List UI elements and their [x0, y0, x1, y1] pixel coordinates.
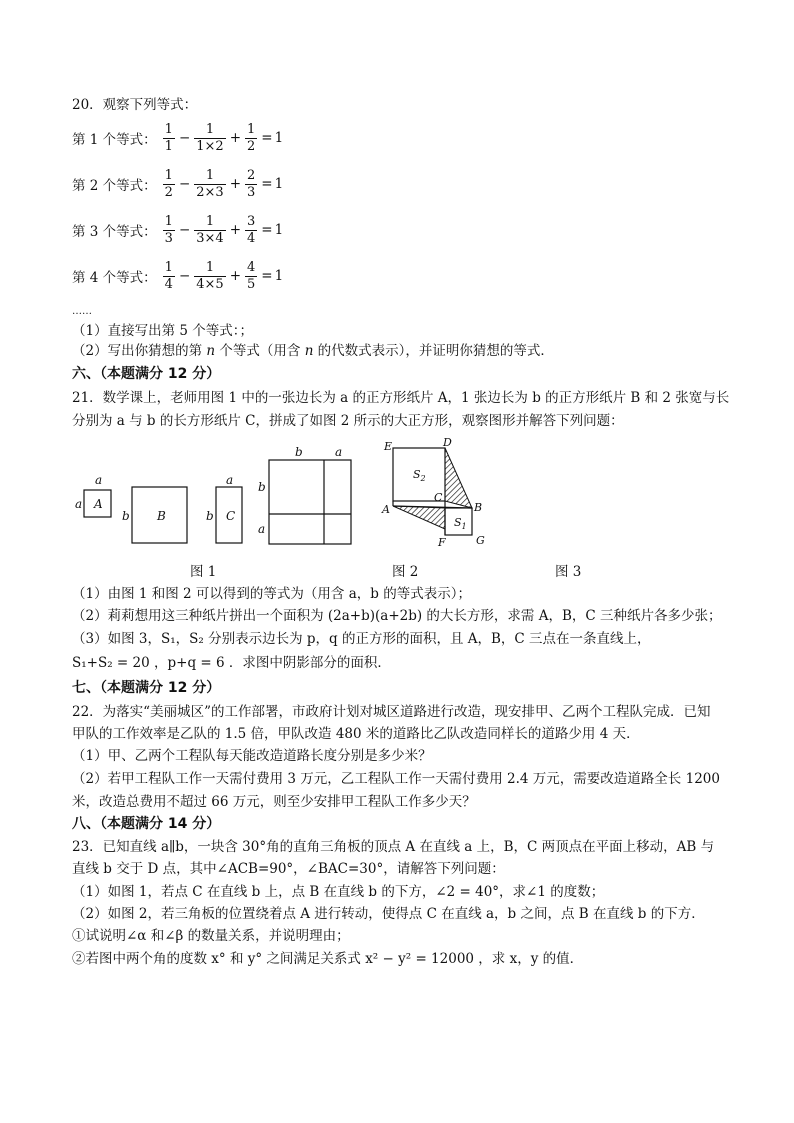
q20-title: 20．观察下列等式：: [72, 97, 198, 113]
equation-label: 第 3 个等式：: [72, 224, 157, 240]
caption-figure-2: 图 2: [392, 564, 419, 580]
label-b: b: [206, 509, 214, 523]
svg-text:S1: $S_1$: [454, 516, 467, 531]
fraction: $\frac{3}{4}$: [247, 213, 256, 246]
q22-part1: （1）甲、乙两个工程队每天能改造道路长度分别是多少米？: [72, 748, 432, 764]
fraction: $\frac{2}{3}$: [247, 167, 256, 200]
shaded-triangle-lower: [393, 506, 445, 529]
fraction: $\frac{4}{5}$: [247, 259, 256, 292]
equation-rhs: 1: [274, 268, 284, 284]
figure-3-diagram: [376, 436, 496, 554]
label-D: D: [443, 436, 452, 449]
fraction: $\frac{1}{1\times 2}$: [196, 121, 224, 154]
label-b: b: [295, 445, 303, 459]
q21-part3: （3）如图 3，S₁，S₂ 分别表示边长为 p，q 的正方形的面积，且 A，B，C 三点在一条直线上，: [72, 631, 651, 647]
q22-line1: 22．为落实“美丽城区”的工作部署，市政府计划对城区道路进行改造，现安排甲、乙两个工程队完成．已知: [72, 704, 711, 720]
q21-part3-condition: S₁+S₂ = 20 ，p+q = 6 ．求图中阴影部分的面积．: [72, 655, 391, 671]
big-square: [269, 460, 351, 544]
equation-label: 第 4 个等式：: [72, 270, 157, 286]
label-S2: S: [413, 468, 421, 481]
svg-text:S2: $S_2$: [413, 468, 426, 483]
q22-part2: （2）若甲工程队工作一天需付费用 3 万元，乙工程队工作一天需付费用 2.4 万元，需要改造道路全长 1200: [72, 771, 720, 787]
q22-part2-cont: 米，改造总费用不超过 66 万元，则至少安排甲工程队工作多少天？: [72, 794, 476, 810]
q23-part2-ii: ②若图中两个角的度数 x° 和 y° 之间满足关系式 x² − y² = 12000 ，求 x，y 的值．: [72, 951, 584, 967]
equation-1: 第 1 个等式： $\frac{1}{1}$ − $\frac{1}{1\times 2}$ + $\frac{1}{2}$ = 1: [72, 121, 284, 154]
label-a: a: [335, 445, 343, 459]
equation-3: 第 3 个等式： $\frac{1}{3}$ − $\frac{1}{3\times 4}$ + $\frac{3}{4}$ = 1: [72, 213, 284, 246]
section-heading-8: 八、（本题满分 14 分）: [72, 816, 221, 832]
label-C: C: [434, 491, 443, 504]
fraction: $\frac{1}{4}$: [164, 259, 173, 292]
q21-line2: 分别为 a 与 b 的长方形纸片 C，拼成了如图 2 所示的大正方形，观察图形并解答下列问题：: [72, 413, 624, 429]
label-b: b: [258, 480, 266, 494]
fraction: $\frac{1}{4\times 5}$: [196, 259, 224, 292]
q20-part2: （2）写出你猜想的第 n 个等式（用含 n 的代数式表示），并证明你猜想的等式．: [72, 343, 554, 359]
equation-2: 第 2 个等式： $\frac{1}{2}$ − $\frac{1}{2\times 3}$ + $\frac{2}{3}$ = 1: [72, 167, 284, 200]
label-E: E: [384, 440, 393, 453]
equation-rhs: 1: [274, 176, 284, 192]
equation-rhs: 1: [274, 222, 284, 238]
label-B: B: [157, 509, 166, 523]
equation-label: 第 1 个等式：: [72, 132, 157, 148]
equation-label: 第 2 个等式：: [72, 178, 157, 194]
q20-part1: （1）直接写出第 5 个等式：；: [72, 323, 254, 339]
fraction: $\frac{1}{1}$: [164, 121, 173, 154]
q21-part1: （1）由图 1 和图 2 可以得到的等式为（用含 a，b 的等式表示）；: [72, 586, 471, 602]
fraction: $\frac{1}{2\times 3}$: [196, 167, 224, 200]
q21-part2: （2）莉莉想用这三种纸片拼出一个面积为 (2a+b)(a+2b) 的大长方形，求需 A，B，C 三种纸片各多少张；: [72, 608, 722, 624]
label-a: a: [95, 473, 103, 487]
q22-line2: 甲队的工作效率是乙队的 1.5 倍，甲队改造 480 米的道路比乙队改造同样长的道路少用 4 天．: [72, 726, 640, 742]
fraction: $\frac{1}{2}$: [247, 121, 256, 154]
label-a: a: [258, 522, 266, 536]
label-A: A: [382, 503, 390, 516]
label-G: G: [476, 534, 485, 547]
caption-figure-1: 图 1: [190, 564, 217, 580]
label-a: a: [75, 497, 83, 511]
label-b: b: [122, 509, 130, 523]
section-heading-6: 六、（本题满分 12 分）: [72, 366, 221, 382]
fraction: $\frac{1}{3\times 4}$: [196, 213, 224, 246]
shaded-triangle-upper: [445, 448, 472, 508]
fraction: $\frac{1}{2}$: [164, 167, 173, 200]
label-C: C: [226, 509, 236, 523]
label-S1: S: [454, 516, 462, 529]
label-B: B: [474, 501, 483, 514]
q23-line1: 23．已知直线 a∥b，一块含 30°角的直角三角板的顶点 A 在直线 a 上，B，C 两顶点在平面上移动，AB 与: [72, 839, 715, 855]
q23-part1: （1）如图 1，若点 C 在直线 b 上，点 B 在直线 b 的下方，∠2 = 40°，求∠1 的度数；: [72, 884, 605, 900]
label-a: a: [226, 473, 234, 487]
section-heading-7: 七、（本题满分 12 分）: [72, 680, 221, 696]
q23-part2-i: ①试说明∠α 和∠β 的数量关系，并说明理由；: [72, 928, 350, 944]
q23-part2: （2）如图 2，若三角板的位置绕着点 A 进行转动，使得点 C 在直线 a，b 之间，点 B 在直线 b 的下方．: [72, 906, 705, 922]
fraction: $\frac{1}{3}$: [164, 213, 173, 246]
q21-line1: 21．数学课上，老师用图 1 中的一张边长为 a 的正方形纸片 A，1 张边长为 b 的正方形纸片 B 和 2 张宽与长: [72, 390, 730, 406]
label-A: A: [94, 497, 103, 511]
ellipsis: ……: [72, 306, 92, 317]
q23-line2: 直线 b 交于 D 点，其中∠ACB=90°，∠BAC=30°，请解答下列问题：: [72, 861, 505, 877]
equation-4: 第 4 个等式： $\frac{1}{4}$ − $\frac{1}{4\times 5}$ + $\frac{4}{5}$ = 1: [72, 259, 284, 292]
label-F: F: [438, 536, 446, 549]
caption-figure-3: 图 3: [555, 564, 582, 580]
equation-rhs: 1: [274, 130, 284, 146]
